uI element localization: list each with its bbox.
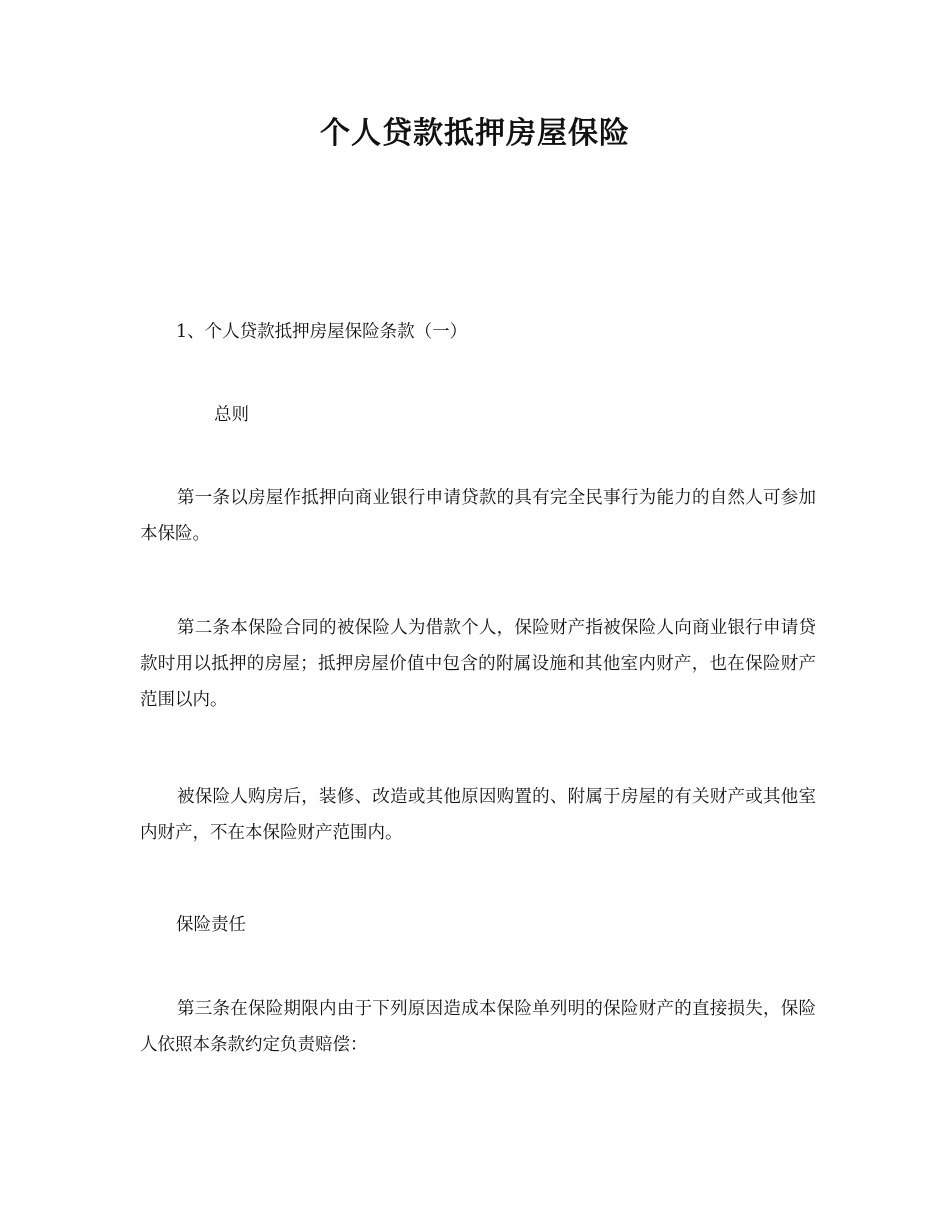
article-2-note-paragraph: 被保险人购房后，装修、改造或其他原因购置的、附属于房屋的有关财产或其他室内财产，不在本保险财产范围内。 xyxy=(140,787,816,843)
article-2-paragraph: 第二条本保险合同的被保险人为借款个人，保险财产指被保险人向商业银行申请贷款时用以抵押的房屋；抵押房屋价值中包含的附属设施和其他室内财产，也在保险财产范围以内。 xyxy=(140,618,816,710)
article-3-paragraph: 第三条在保险期限内由于下列原因造成本保险单列明的保险财产的直接损失，保险人依照本条款约定负责赔偿： xyxy=(140,999,816,1055)
clause-heading: 1、个人贷款抵押房屋保险条款（一） xyxy=(176,322,468,342)
document-title: 个人贷款抵押房屋保险 xyxy=(320,116,630,151)
section-heading-liability: 保险责任 xyxy=(176,915,246,935)
article-1-paragraph: 第一条以房屋作抵押向商业银行申请贷款的具有完全民事行为能力的自然人可参加本保险。 xyxy=(140,488,816,544)
section-heading-general: 总则 xyxy=(214,405,249,425)
